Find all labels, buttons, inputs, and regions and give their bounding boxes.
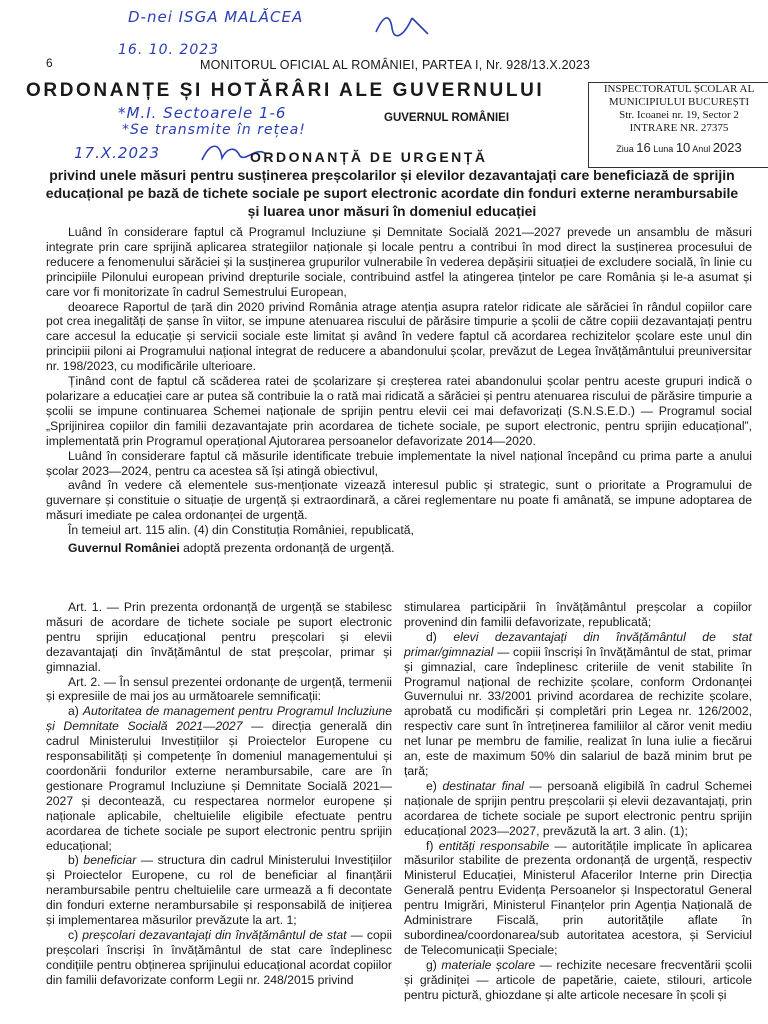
handwritten-date-2: 17.X.2023 bbox=[74, 144, 161, 162]
section-banner: ORDONANȚE ȘI HOTĂRÂRI ALE GUVERNULUI bbox=[26, 80, 545, 101]
definition-continuation: stimularea participării în învățământul preșcolar a copiilor provenind din familii defavorizate, republicată; bbox=[404, 600, 752, 629]
definition-paragraph: b) beneficiar — structura din cadrul Ministerului Investițiilor și Proiectelor Europene, cu rol de beneficiar al finanțării nerambursabile pentru cheltuielile care urmează a fi decontate din fonduri externe nerambursabile și responsabilă de inițierea și implementarea măsurilor prevăzute la art. 1; bbox=[46, 853, 392, 928]
definition-paragraph: e) destinatar final — persoană eligibilă în cadrul Schemei naționale de sprijin pentru preșcolarii și elevii dezavantajați, prin acordarea de tichete sociale pe suport electronic pentru sprijin educațional 2023—2027, prevăzută la art. 3 alin. (1); bbox=[404, 778, 752, 838]
handwritten-signature-1 bbox=[372, 10, 432, 40]
stamp-line-1: INSPECTORATUL ȘCOLAR AL bbox=[603, 83, 755, 95]
preamble-paragraph: deoarece Raportul de țară din 2020 privind România atrage atenția asupra ratelor ridicate ale sărăciei în rândul copiilor care pot crea inegalități de șanse în viitor, se impune atenuarea riscului de părăsire timpurie a școlii de către copiii dezavantajați pentru care accesul la educație și servicii sociale este limitat și având în vedere faptul că acordarea rechizitelor școlare este unul din principiii piloni ai Programului național integrat de reducere a abandonului școlar, prevăzut de Legea învățământului preuniversitar nr. 198/2023, cu modificările ulterioare. bbox=[46, 299, 752, 374]
definition-paragraph: f) entități responsabile — autoritățile implicate în aplicarea măsurilor stabilite de prezenta ordonanță de urgență, respectiv Ministerul Educației, Ministerul Afacerilor Interne prin Direcția Generală pentru Evidența Persoanelor și Inspectoratul General pentru Imigrări, Ministerul Finanțelor prin Agenția Națională de Administrare Fiscală, prin autoritățile aflate în subordinea/coordonarea/sub autoritatea acestora, și Serviciul de Telecomunicații Speciale; bbox=[404, 838, 752, 957]
handwritten-recipient: D-nei ISGA MALĂCEA bbox=[128, 8, 304, 26]
registration-stamp bbox=[588, 82, 768, 168]
government-label: GUVERNUL ROMÂNIEI bbox=[384, 112, 510, 124]
preamble-paragraph: Luând în considerare faptul că măsurile identificate trebuie implementate la nivel național începând cu prima parte a anului școlar 2023—2024, pentru ca acestea să își atingă obiectivul, bbox=[46, 448, 752, 478]
stamp-entry bbox=[589, 122, 768, 135]
preamble-paragraph: Luând în considerare faptul că Programul Incluziune și Demnitate Socială 2021—2027 prevede un ansamblu de măsuri integrate prin care sprijină aplicarea strategiilor naționale și locale pentru a contribui în mod direct la susținerea procesului de reducere a fenomenului sărăciei și la susținerea grupurilor vulnerabile în vederea depășirii situației de excludere socială, în linie cu principiile Pilonului european privind drepturile sociale, contribuind astfel la atingerea țintelor pe care România și le-a asumat și care vor fi monitorizate în cadrul Semestrului European, bbox=[46, 225, 752, 299]
preamble-paragraph: Ținând cont de faptul că scăderea ratei de școlarizare și creșterea ratei abandonului școlar pentru aceste grupuri indică o polarizare a educației care ar putea să contribuie la o rată mai ridicată a sărăciei și pentru atenuarea riscului de părăsire timpurie a școlii se impune continuarea Schemei naționale de sprijin pentru elevii cei mai defavorizați (S.N.S.E.D.) — Programul social „Sprijinirea copiilor din familii dezavantajate prin acordarea de tichete sociale, pe suport electronic, pentru sprijin educațional”, implementată prin Programul operațional Ajutorarea persoanelor defavorizate 2014—2020. bbox=[46, 374, 752, 448]
adoption-formula bbox=[46, 541, 752, 556]
preamble-paragraph: În temeiul art. 115 alin. (4) din Constituția României, republicată, bbox=[68, 523, 414, 538]
adoption-government: Guvernul României bbox=[68, 541, 180, 556]
handwritten-date: 16. 10. 2023 bbox=[118, 42, 220, 58]
ordinance-title: privind unele măsuri pentru susținerea preșcolarilor și elevilor dezavantajați care beneficiază de sprijin educațional pe bază de tichete sociale pe suport electronic acordate din fonduri externe nerambursabile și luarea unor măsuri în domeniul educației bbox=[45, 167, 739, 219]
handwritten-note-sectors: *M.I. Sectoarele 1-6 bbox=[118, 104, 287, 122]
preamble-paragraph: având în vedere că elementele sus-menționate vizează interesul public și strategic, sunt o prioritate a Programului de guvernare și constituie o situație de urgență și extraordinară, a cărei reglementare nu poate fi amânată, se impune adoptarea de măsuri imediate pe calea ordonanței de urgență. bbox=[46, 478, 752, 523]
right-column bbox=[404, 600, 752, 1002]
stamp-month-label: Luna bbox=[653, 144, 674, 154]
stamp-line-3: Str. Icoanei nr. 19, Sector 2 bbox=[619, 109, 739, 121]
stamp-line-2: MUNICIPIULUI BUCUREȘTI bbox=[608, 96, 750, 108]
stamp-day-label: Ziua bbox=[616, 144, 634, 154]
stamp-date bbox=[589, 141, 768, 156]
page-number: 6 bbox=[46, 56, 53, 70]
handwritten-note-network: *Se transmite în rețea! bbox=[122, 122, 306, 138]
stamp-month: 10 bbox=[675, 140, 691, 155]
stamp-day: 16 bbox=[636, 140, 651, 155]
definition-paragraph: a) Autoritatea de management pentru Programul Incluziune și Demnitate Socială 2021—2027 — direcția generală din cadrul Ministerului Investițiilor și Proiectelor Europene cu responsabilități și competențe în domeniul managementului și coordonării fondurilor externe nerambursabile, care are în gestionare Programul Incluziune și Demnitate Socială 2021—2027 și decontează, cu respectarea normelor europene și naționale aplicabile, cheltuielile eligibile efectuate pentru acordarea de tichete sociale pe suport electronic pentru sprijin educațional; bbox=[46, 704, 393, 853]
article-paragraph: Art. 1. — Prin prezenta ordonanță de urgență se stabilesc măsuri de acordare de tichete sociale pe suport electronic pentru sprijin educațional pentru preșcolari și elevii dezavantajați din învățământul de stat preșcolar, primar și gimnazial. bbox=[46, 600, 392, 674]
left-column bbox=[46, 600, 392, 988]
stamp-year: 2023 bbox=[712, 140, 742, 155]
stamp-year-label: Anul bbox=[692, 144, 711, 154]
preamble bbox=[46, 225, 752, 556]
adoption-text: adoptă prezenta ordonanță de urgență. bbox=[179, 541, 395, 556]
definition-paragraph: d) elevi dezavantajați din învățământul de stat primar/gimnazial — copiii înscriși în învățământul de stat, primar și gimnazial, care îndeplinesc criteriile de venit stabilite în Programul național de rechizite școlare, conform Ordonanței Guvernului nr. 33/2001 privind acordarea de rechizite școlare, aprobată cu modificări și completări prin Legea nr. 126/2002, respectiv care sunt în întreținerea familiilor al căror venit mediu net lunar pe membru de familie, realizat în luna iulie a fiecărui an, este de maximum 50% din salariul de bază minim brut pe țară; bbox=[404, 629, 752, 778]
ordinance-type: ORDONANȚĂ DE URGENȚĂ bbox=[250, 149, 488, 165]
definition-paragraph: g) materiale școlare — rechizite necesare frecventării școlii și grădiniței — articole de papetărie, caiete, stilouri, articole pentru pictură, ghiozdane și alte articole necesare în școli și bbox=[404, 957, 752, 1002]
definition-paragraph: c) preșcolari dezavantajați din învățământul de stat — copii preșcolari înscriși în învățământul de stat care îndeplinesc condițiile pentru obținerea sprijinului educațional acordat copiilor din familii defavorizate conform Legii nr. 248/2015 privind bbox=[46, 927, 392, 987]
article-paragraph: Art. 2. — În sensul prezentei ordonanțe de urgență, termenii și expresiile de mai jos au următoarele semnificații: bbox=[46, 674, 392, 704]
stamp-entry-number: 27375 bbox=[700, 122, 729, 134]
publication-header: MONITORUL OFICIAL AL ROMÂNIEI, PARTEA I, Nr. 928/13.X.2023 bbox=[200, 58, 591, 72]
stamp-entry-label: INTRARE NR. bbox=[629, 122, 699, 134]
